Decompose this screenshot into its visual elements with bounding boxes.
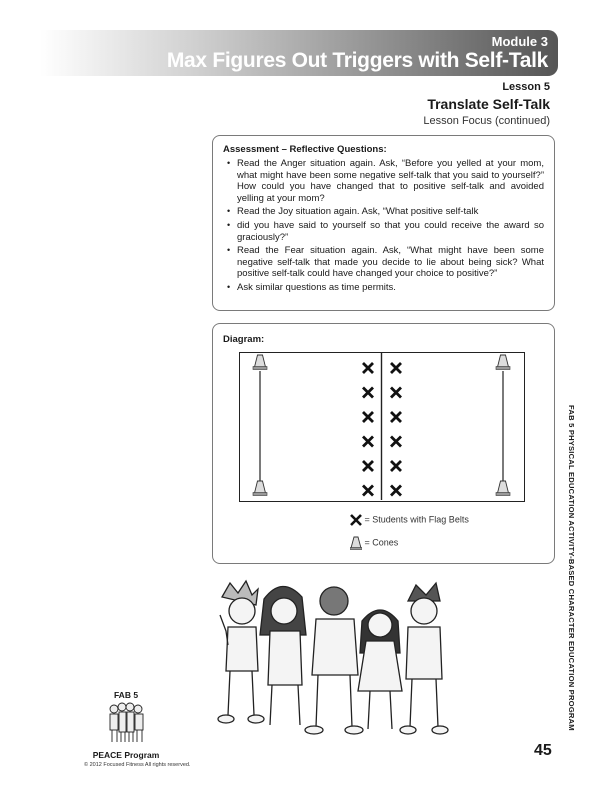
diagram-box <box>212 323 555 564</box>
legend-cones <box>350 536 398 550</box>
page-title: Max Figures Out Triggers with Self-Talk <box>166 49 548 72</box>
diagram-label: Diagram: <box>223 334 265 345</box>
student-x-mark <box>363 412 373 422</box>
student-x-mark <box>363 461 373 471</box>
list-item: • Ask similar questions as time permits. <box>237 282 544 294</box>
student-x-mark <box>363 437 373 447</box>
legend-cones-label: = Cones <box>364 537 399 548</box>
list-item: • Read the Joy situation again. Ask, “What positive self-talk <box>237 206 544 218</box>
student-x-mark <box>391 363 401 373</box>
legend-students <box>350 514 469 526</box>
student-x-mark <box>363 388 373 398</box>
module-label: Module 3 <box>491 34 548 49</box>
lesson-focus: Lesson Focus (continued) <box>423 115 550 127</box>
assessment-list <box>223 158 544 294</box>
legend-students-label: = Students with Flag Belts <box>364 514 469 525</box>
assessment-heading: Assessment – Reflective Questions: <box>223 144 387 155</box>
cartoon-kids-illustration <box>212 575 452 740</box>
fab5-logo <box>92 690 160 760</box>
assessment-box <box>212 135 555 311</box>
student-x-icon <box>350 514 362 526</box>
cone <box>253 355 267 370</box>
logo-title: FAB 5 <box>113 690 139 700</box>
lesson-number: Lesson 5 <box>502 81 550 93</box>
cone <box>496 355 510 370</box>
page-number: 45 <box>534 742 552 759</box>
logo-kids-icon <box>106 700 146 744</box>
field-drawing <box>240 353 523 500</box>
list-item: • Read the Fear situation again. Ask, “What might have been some negative self-talk that made you decide to lie about being sick? What positive self-talk could have changed your choice to positive?” <box>237 245 544 280</box>
playing-field <box>239 352 525 502</box>
student-x-mark <box>391 388 401 398</box>
logo-subtitle: PEACE Program <box>92 750 160 760</box>
side-program-title: FAB 5 PHYSICAL EDUCATION ACTIVITY-BASED CHARACTER EDUCATION PROGRAM <box>567 405 576 731</box>
cone <box>496 481 510 496</box>
title-banner <box>40 30 558 76</box>
list-item: • Read the Anger situation again. Ask, “Before you yelled at your mom, what might have been some negative self-talk that you said to yourself?” How could you have changed that to positive self-talk and avoided yelling at your mom? <box>237 158 544 204</box>
cone-icon <box>350 536 362 550</box>
student-x-mark <box>363 363 373 373</box>
student-x-mark <box>391 412 401 422</box>
student-x-mark <box>391 486 401 496</box>
student-x-mark <box>391 437 401 447</box>
cone <box>253 481 267 496</box>
lesson-title: Translate Self-Talk <box>427 96 550 112</box>
student-x-mark <box>391 461 401 471</box>
copyright: © 2012 Focused Fitness All rights reserved. <box>84 762 191 768</box>
list-item: • did you have said to yourself so that you could receive the award so graciously?” <box>237 220 544 243</box>
student-x-mark <box>363 486 373 496</box>
